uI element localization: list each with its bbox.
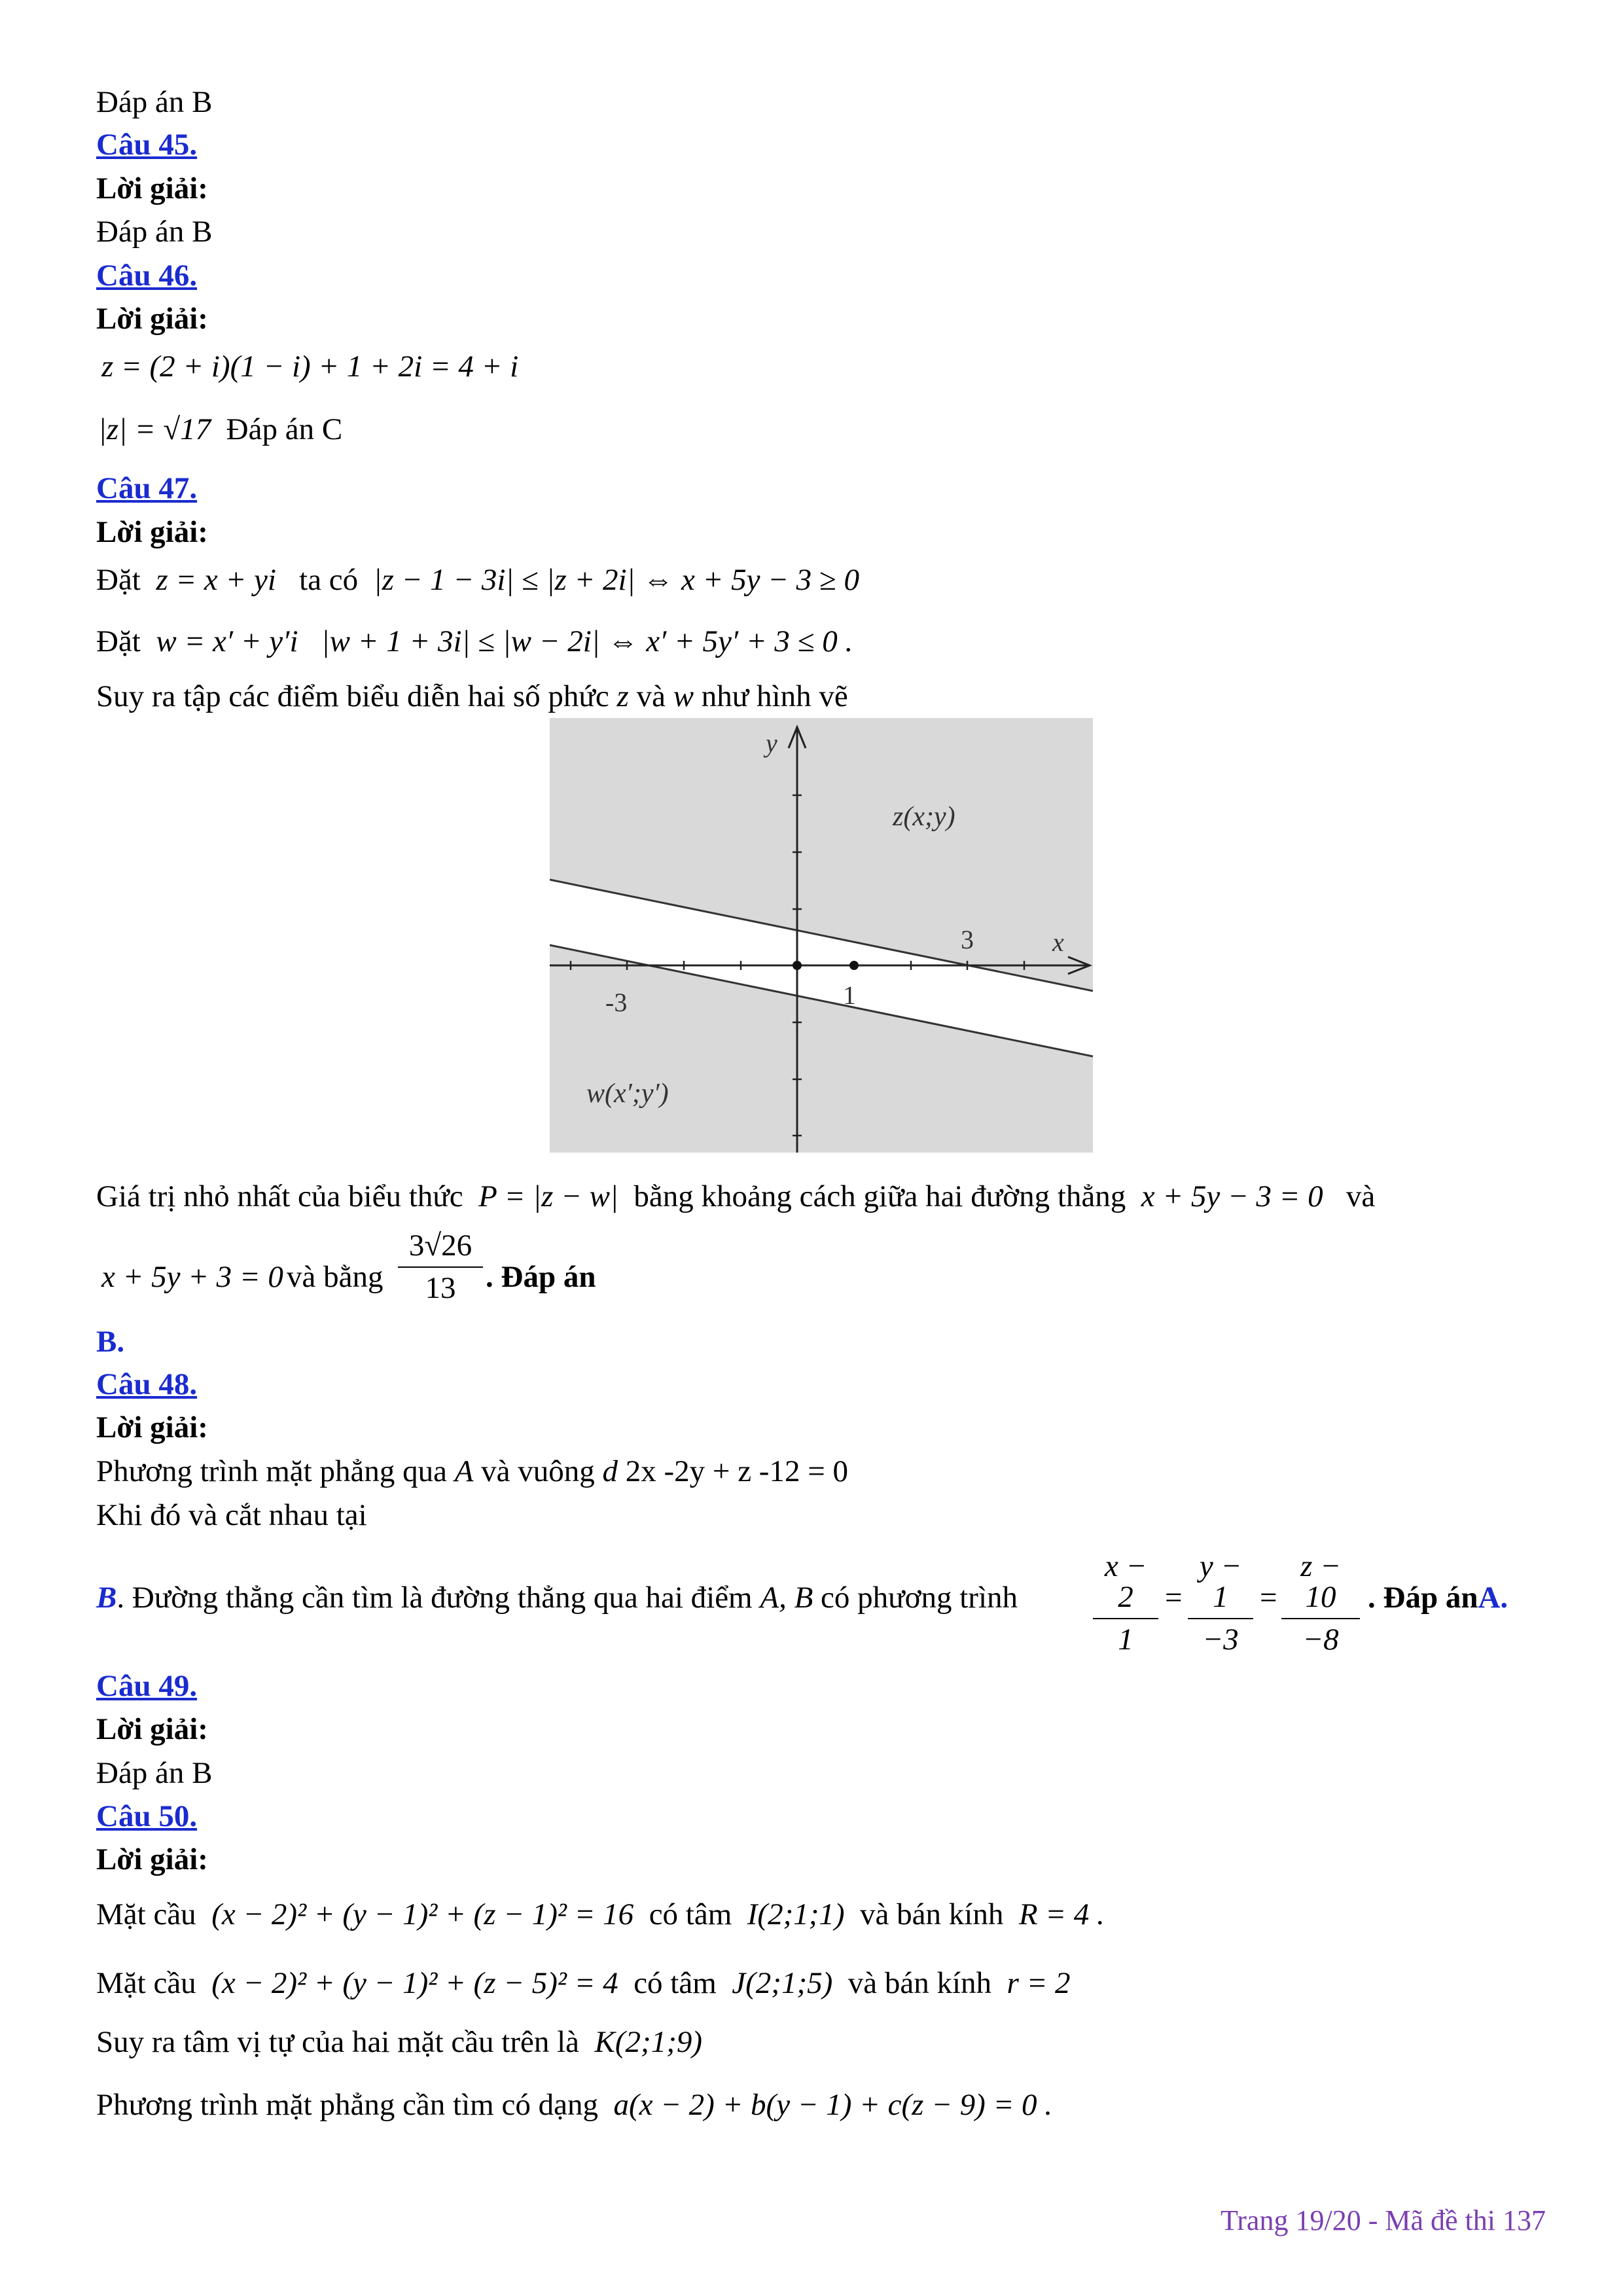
q48-l3-end: [1368, 1583, 1508, 1613]
q50-l2-center: J(2;1;5): [732, 1966, 833, 2000]
q48-line-3: [96, 1583, 1018, 1613]
q47-line-4: [96, 1181, 1375, 1212]
question-46-title[interactable]: Câu 46.: [96, 259, 198, 293]
q50-line-4: [96, 2090, 1052, 2121]
q47-l1-cond: |z − 1 − 3i| ≤ |z + 2i| ⇔ x + 5y − 3 ≥ 0: [373, 563, 859, 597]
graph-x-label: x: [1052, 927, 1064, 957]
q47-l1-eq: z = x + yi: [156, 563, 276, 597]
q48-fraction-x: [1093, 1551, 1158, 1655]
q48-line-1: [96, 1456, 848, 1487]
q50-l1-b: có tâm: [649, 1897, 732, 1931]
q47-answer-letter: B.: [96, 1325, 125, 1359]
q47-l4-b: bằng khoảng cách giữa hai đường thẳng: [633, 1179, 1126, 1213]
graph-tick-label-1: 1: [843, 980, 856, 1010]
q50-line-2: [96, 1968, 1071, 1999]
q47-l3-text: Suy ra tập các điểm biểu diễn hai số phức: [96, 679, 609, 713]
q47-solution-label: Lời giải:: [96, 515, 208, 549]
q48-f3-den: −8: [1302, 1623, 1339, 1657]
q47-l3-z: z: [616, 679, 629, 713]
q50-l1-eq: (x − 2)² + (y − 1)² + (z − 1)² = 16: [211, 1897, 634, 1931]
q47-l2-cond: |w + 1 + 3i| ≤ |w − 2i| ⇔ x′ + 5y′ + 3 ≤ 0 .: [321, 624, 853, 658]
q48-line-2: Khi đó và cắt nhau tại: [96, 1498, 367, 1532]
page-footer: [1221, 2204, 1546, 2237]
q48-f1-num: x − 2: [1093, 1551, 1158, 1619]
q48-point-A: A: [454, 1454, 474, 1488]
q48-f2-num: y − 1: [1188, 1551, 1253, 1619]
q46-solution-label: Lời giải:: [96, 302, 208, 336]
q48-l1-a: Phương trình mặt phẳng qua: [96, 1454, 447, 1488]
q47-line-1: [96, 565, 859, 596]
q48-l1-b: và vuông: [481, 1454, 595, 1488]
q50-l1-a: Mặt cầu: [96, 1897, 196, 1931]
q48-f3-num: z − 10: [1281, 1551, 1360, 1619]
q48-l1-eq: 2x -2y + z -12 = 0: [625, 1454, 848, 1488]
answer-44: Đáp án B: [96, 85, 213, 119]
q47-frac-num: 3√26: [398, 1230, 483, 1268]
q50-l1-d: và bán kính: [860, 1897, 1004, 1931]
graph-tick-label-minus-3: -3: [605, 988, 628, 1017]
q50-l2-d: và bán kính: [847, 1966, 992, 2000]
footer-separator: -: [1361, 2204, 1385, 2236]
q47-fraction: [398, 1230, 483, 1304]
q50-l2-a: Mặt cầu: [96, 1966, 196, 2000]
q50-l4-b: a(x − 2) + b(y − 1) + c(z − 9) = 0 .: [613, 2088, 1053, 2122]
graph-w-region-label: w(x′;y′): [586, 1079, 669, 1109]
question-50-title[interactable]: Câu 50.: [96, 1799, 198, 1833]
q47-l1-mid: ta có: [299, 563, 359, 597]
q48-l3-points: A, B: [760, 1581, 813, 1615]
q49-solution-label: Lời giải:: [96, 1712, 208, 1746]
footer-code: 137: [1503, 2204, 1546, 2236]
q48-solution-label: Lời giải:: [96, 1410, 208, 1444]
question-48-title[interactable]: Câu 48.: [96, 1367, 198, 1401]
q48-f1-den: 1: [1118, 1623, 1133, 1657]
q47-l2-prefix: Đặt: [96, 624, 141, 658]
question-49-title[interactable]: Câu 49.: [96, 1669, 198, 1703]
q47-l4-eq: P = |z − w|: [478, 1179, 618, 1213]
graph-origin-point: [793, 961, 802, 970]
q50-l2-b: có tâm: [633, 1966, 717, 2000]
q47-l4-c: và: [1346, 1179, 1376, 1213]
q50-l3-b: K(2;1;9): [594, 2025, 703, 2059]
q48-line-d: d: [602, 1454, 618, 1488]
q48-answer-letter: A.: [1478, 1581, 1508, 1615]
q48-l3-end-text: . Đáp án: [1368, 1581, 1478, 1615]
q47-l4-eq2: x + 5y − 3 = 0: [1141, 1179, 1323, 1213]
q46-modulus: |z| = √17: [98, 412, 211, 446]
q50-l2-radius: r = 2: [1007, 1966, 1071, 2000]
q49-answer: Đáp án B: [96, 1756, 213, 1790]
q47-frac-den: 13: [425, 1271, 456, 1305]
q46-answer: Đáp án C: [226, 412, 343, 446]
q45-answer: Đáp án B: [96, 215, 213, 249]
q46-equation-1: z = (2 + i)(1 − i) + 1 + 2i = 4 + i: [101, 350, 519, 384]
q50-line-1: [96, 1899, 1105, 1930]
question-45-title[interactable]: Câu 45.: [96, 128, 198, 162]
q50-l4-a: Phương trình mặt phẳng cần tìm có dạng: [96, 2088, 598, 2122]
q47-l5-a: và bằng: [287, 1260, 383, 1294]
q48-fraction-y: [1188, 1551, 1253, 1655]
footer-code-label: Mã đề thi: [1385, 2204, 1495, 2236]
graph-y-label: y: [766, 728, 777, 758]
q47-l3-and: và: [636, 679, 666, 713]
q48-eq-sign-2: =: [1260, 1581, 1277, 1615]
q47-l3-w: w: [673, 679, 694, 713]
footer-page-number: Trang 19/20: [1220, 2204, 1361, 2236]
q48-f2-den: −3: [1202, 1623, 1239, 1657]
q48-eq-sign-1: =: [1165, 1581, 1183, 1615]
q50-l1-center: I(2;1;1): [747, 1897, 845, 1931]
q48-l3-b: có phương trình: [821, 1581, 1018, 1615]
q47-l5-b: . Đáp án: [486, 1260, 596, 1294]
q48-fraction-z: [1281, 1551, 1360, 1655]
q47-line-2: [96, 626, 853, 657]
q47-l4-a: Giá trị nhỏ nhất của biểu thức: [96, 1179, 463, 1213]
q50-l3-a: Suy ra tâm vị tự của hai mặt cầu trên là: [96, 2025, 580, 2059]
q47-l3-end: như hình vẽ: [701, 679, 848, 713]
q45-solution-label: Lời giải:: [96, 171, 208, 206]
q50-l1-radius: R = 4 .: [1018, 1897, 1105, 1931]
q50-solution-label: Lời giải:: [96, 1842, 208, 1876]
q47-l5-eq: x + 5y + 3 = 0: [101, 1260, 283, 1294]
q47-line-3: [96, 681, 848, 712]
q48-point-B: B: [96, 1581, 117, 1615]
q46-line-2: [98, 414, 342, 445]
q48-l3-a: . Đường thẳng cần tìm là đường thẳng qua hai điểm: [116, 1581, 753, 1615]
question-47-title[interactable]: Câu 47.: [96, 471, 198, 505]
q47-l2-eq: w = x′ + y′i: [156, 624, 298, 658]
q47-l1-prefix: Đặt: [96, 563, 141, 597]
q50-l2-eq: (x − 2)² + (y − 1)² + (z − 5)² = 4: [211, 1966, 618, 2000]
graph-tick-label-3: 3: [961, 925, 974, 954]
q47-graph: [550, 718, 1093, 1153]
graph-point-1: [849, 961, 859, 970]
graph-z-region-label: z(x;y): [893, 802, 955, 832]
q50-line-3: [96, 2027, 702, 2058]
